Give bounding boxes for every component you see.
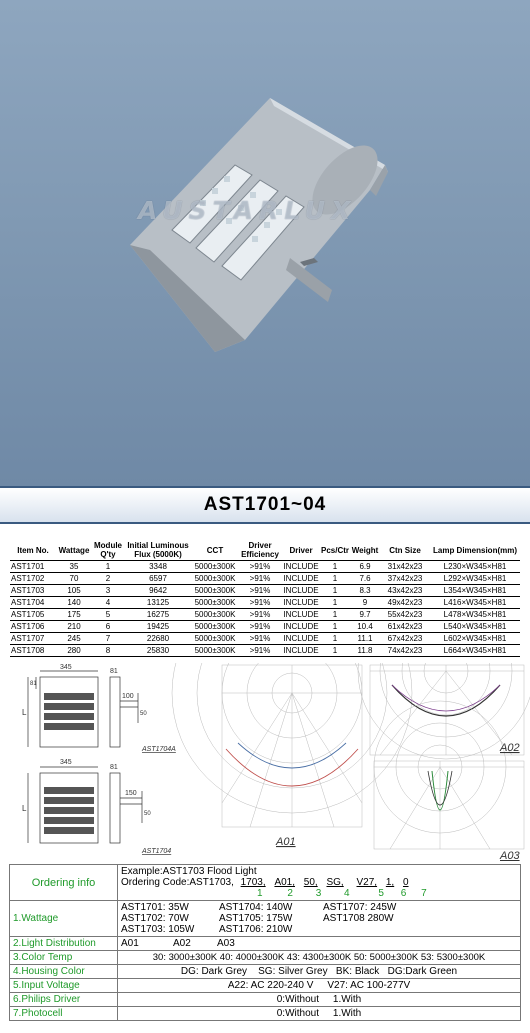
table-cell: L292×W345×H81 (430, 573, 520, 585)
table-cell: AST1708 (10, 645, 56, 657)
table-row (10, 609, 520, 621)
table-cell: 16275 (124, 609, 192, 621)
table-cell: 2 (92, 573, 124, 585)
example-text: Example:AST1703 Flood Light (121, 866, 257, 877)
table-cell: AST1706 (10, 621, 56, 633)
table-cell: 43x42x23 (380, 585, 430, 597)
ordering-table (9, 864, 521, 1021)
table-cell: 245 (56, 633, 92, 645)
table-cell: 1 (320, 645, 350, 657)
table-cell: 5000±300K (192, 573, 238, 585)
distribution-values (118, 937, 521, 951)
table-cell: 9.7 (350, 609, 380, 621)
table-cell: 6 (92, 621, 124, 633)
table-cell: 35 (56, 561, 92, 573)
table-cell: 4 (92, 597, 124, 609)
product-photo (0, 0, 530, 486)
table-cell: 105 (56, 585, 92, 597)
table-cell: INCLUDE (283, 622, 319, 631)
table-cell: 5000±300K (192, 597, 238, 609)
table-cell: 175 (56, 609, 92, 621)
dim-l-a: L (22, 708, 27, 717)
table-cell: 5000±300K (192, 561, 238, 573)
table-cell: INCLUDE (283, 610, 319, 619)
table-cell: 5 (92, 609, 124, 621)
table-cell: >91% (238, 585, 282, 597)
wattage-option: AST1706: 210W (219, 924, 293, 935)
code-numbers (121, 888, 517, 899)
table-cell: 49x42x23 (380, 597, 430, 609)
table-cell: L416×W345×H81 (430, 597, 520, 609)
table-cell: L478×W345×H81 (430, 609, 520, 621)
table-cell: 8.3 (350, 585, 380, 597)
ordering-label: Ordering info (10, 865, 118, 901)
caption-ast1704a: AST1704A (142, 746, 176, 753)
table-cell: AST1703 (10, 585, 56, 597)
table-cell: 1 (320, 621, 350, 633)
wattage-option: AST1707: 245W (323, 902, 397, 913)
code-num: 3 (315, 888, 322, 899)
col-header: Module Q'ty (94, 541, 122, 559)
table-cell: 5000±300K (192, 645, 238, 657)
code-part: A01, (274, 877, 296, 888)
table-cell: >91% (238, 609, 282, 621)
table-cell: INCLUDE (283, 574, 319, 583)
voltage-value: A22: AC 220-240 V V27: AC 100-277V (118, 979, 521, 993)
table-cell: L602×W345×H81 (430, 633, 520, 645)
col-header: Item No. (10, 540, 56, 561)
label-a02: A02 (500, 742, 520, 754)
code-part: 1703, (240, 877, 266, 888)
table-cell: 1 (320, 585, 350, 597)
distribution-option: A01 (121, 938, 139, 949)
table-cell: 140 (56, 597, 92, 609)
col-header: CCT (192, 540, 238, 561)
wattage-values (118, 901, 521, 937)
table-cell: 11.8 (350, 645, 380, 657)
table-cell: 13125 (124, 597, 192, 609)
label-a01: A01 (276, 836, 296, 848)
table-cell: >91% (238, 573, 282, 585)
flood-light-image (0, 0, 530, 486)
col-header: Driver Efficiency (238, 540, 282, 561)
code-num: 7 (421, 888, 427, 899)
table-row (10, 597, 520, 609)
ordering-code (121, 877, 517, 888)
table-cell: INCLUDE (283, 634, 319, 643)
table-cell: 9 (350, 597, 380, 609)
photocell-row (10, 1007, 521, 1021)
wattage-option: AST1701: 35W (121, 902, 189, 913)
col-header: Driver (282, 540, 320, 561)
table-cell: 6597 (124, 573, 192, 585)
code-part: V27, (356, 877, 378, 888)
table-cell: 11.1 (350, 633, 380, 645)
dim-b2-b: 50 (144, 811, 151, 817)
color-temp-label: 3.Color Temp (10, 951, 118, 965)
table-cell: AST1702 (10, 573, 56, 585)
table-cell: 1 (320, 609, 350, 621)
diagram-area (0, 663, 530, 861)
code-prefix: Ordering Code:AST1703, (121, 877, 234, 888)
table-cell: 5000±300K (192, 585, 238, 597)
code-num: 6 (400, 888, 407, 899)
table-cell: 5000±300K (192, 609, 238, 621)
spec-table (10, 540, 520, 657)
table-row (10, 621, 520, 633)
table-cell: >91% (238, 597, 282, 609)
ordering-header-row (10, 865, 521, 901)
table-cell: 210 (56, 621, 92, 633)
table-cell: 1 (320, 597, 350, 609)
table-row (10, 573, 520, 585)
table-cell: AST1707 (10, 633, 56, 645)
wattage-option: AST1704: 140W (219, 902, 293, 913)
dim-b2-a: 50 (140, 711, 147, 717)
col-header: Wattage (56, 540, 92, 561)
housing-row (10, 965, 521, 979)
col-header: Initial Luminous Flux (5000K) (124, 540, 192, 561)
polar-chart-a03 (374, 701, 524, 849)
philips-value: 0:Without 1.With (118, 993, 521, 1007)
table-cell: >91% (238, 645, 282, 657)
table-cell: 10.4 (350, 621, 380, 633)
table-cell: 5000±300K (192, 621, 238, 633)
dim-width-b: 345 (60, 759, 72, 766)
table-cell: 25830 (124, 645, 192, 657)
dim-depth-a: 81 (110, 668, 118, 675)
table-cell: 22680 (124, 633, 192, 645)
table-cell: L230×W345×H81 (430, 561, 520, 573)
distribution-option: A03 (217, 938, 235, 949)
dimension-and-polar-drawings (0, 663, 530, 861)
code-part: SG, (326, 877, 344, 888)
table-cell: 67x42x23 (380, 633, 430, 645)
caption-ast1704: AST1704 (142, 848, 172, 855)
dim-l-b: L (22, 804, 27, 813)
distribution-row (10, 937, 521, 951)
dim-depth-b: 81 (110, 764, 118, 771)
table-cell: 6.9 (350, 561, 380, 573)
ordering-example (118, 865, 521, 901)
table-cell: L664×W345×H81 (430, 645, 520, 657)
housing-value: DG: Dark Grey SG: Silver Grey BK: Black DG:Dark Green (118, 965, 521, 979)
table-cell: 3348 (124, 561, 192, 573)
philips-row (10, 993, 521, 1007)
voltage-row (10, 979, 521, 993)
dim-bracket-a: 100 (122, 693, 134, 700)
table-header-row (10, 540, 520, 561)
photocell-label: 7.Photocell (10, 1007, 118, 1021)
table-cell: 55x42x23 (380, 609, 430, 621)
table-cell: >91% (238, 621, 282, 633)
table-cell: 280 (56, 645, 92, 657)
table-cell: 7.6 (350, 573, 380, 585)
wattage-option: AST1702: 70W (121, 913, 189, 924)
col-header: Lamp Dimension(mm) (430, 540, 520, 561)
table-row (10, 645, 520, 657)
table-row (10, 633, 520, 645)
wattage-option: AST1703: 105W (121, 924, 195, 935)
table-cell: INCLUDE (283, 586, 319, 595)
table-cell: 37x42x23 (380, 573, 430, 585)
color-temp-value: 30: 3000±300K 40: 4000±300K 43: 4300±300K 50: 5000±300K 53: 5300±300K (118, 951, 521, 965)
table-cell: 1 (92, 561, 124, 573)
housing-label: 4.Housing Color (10, 965, 118, 979)
col-header: Ctn Size (380, 540, 430, 561)
wattage-row (10, 901, 521, 937)
table-cell: 7 (92, 633, 124, 645)
table-cell: 31x42x23 (380, 561, 430, 573)
distribution-option: A02 (173, 938, 191, 949)
table-cell: 1 (320, 573, 350, 585)
color-temp-row (10, 951, 521, 965)
col-header: Weight (350, 540, 380, 561)
distribution-label: 2.Light Distribution (10, 937, 118, 951)
table-cell: AST1704 (10, 597, 56, 609)
table-cell: INCLUDE (283, 562, 319, 571)
table-cell: L540×W345×H81 (430, 621, 520, 633)
table-cell: 1 (320, 561, 350, 573)
dim-bracket-b: 150 (125, 790, 137, 797)
code-part: 0 (402, 877, 409, 888)
voltage-label: 5.Input Voltage (10, 979, 118, 993)
page-title: AST1701~04 (0, 486, 530, 524)
table-cell: 70 (56, 573, 92, 585)
code-num: 2 (287, 888, 293, 899)
table-cell: L354×W345×H81 (430, 585, 520, 597)
dim-width-a: 345 (60, 664, 72, 671)
table-cell: 3 (92, 585, 124, 597)
code-part: 1, (385, 877, 395, 888)
dim-h-a: 81 (30, 681, 37, 687)
code-part: 50, (303, 877, 318, 888)
col-header: Pcs/Ctr (320, 540, 350, 561)
table-cell: 74x42x23 (380, 645, 430, 657)
wattage-label: 1.Wattage (10, 901, 118, 937)
table-cell: INCLUDE (283, 598, 319, 607)
code-num: 4 (344, 888, 350, 899)
brand-watermark: AUSTARLUX (138, 196, 357, 225)
table-cell: 61x42x23 (380, 621, 430, 633)
polar-chart-a01 (172, 663, 412, 827)
table-cell: AST1701 (10, 561, 56, 573)
label-a03: A03 (500, 850, 520, 861)
table-cell: 19425 (124, 621, 192, 633)
table-row (10, 561, 520, 573)
table-cell: AST1705 (10, 609, 56, 621)
table-cell: >91% (238, 633, 282, 645)
table-cell: INCLUDE (283, 646, 319, 655)
photocell-value: 0:Without 1.With (118, 1007, 521, 1021)
table-cell: >91% (238, 561, 282, 573)
table-row (10, 585, 520, 597)
wattage-option: AST1708 280W (323, 913, 394, 924)
table-cell: 5000±300K (192, 633, 238, 645)
philips-label: 6.Philips Driver (10, 993, 118, 1007)
code-num: 1 (257, 888, 263, 899)
table-cell: 8 (92, 645, 124, 657)
code-num: 5 (378, 888, 384, 899)
table-cell: 1 (320, 633, 350, 645)
wattage-option: AST1705: 175W (219, 913, 293, 924)
table-cell: 9642 (124, 585, 192, 597)
